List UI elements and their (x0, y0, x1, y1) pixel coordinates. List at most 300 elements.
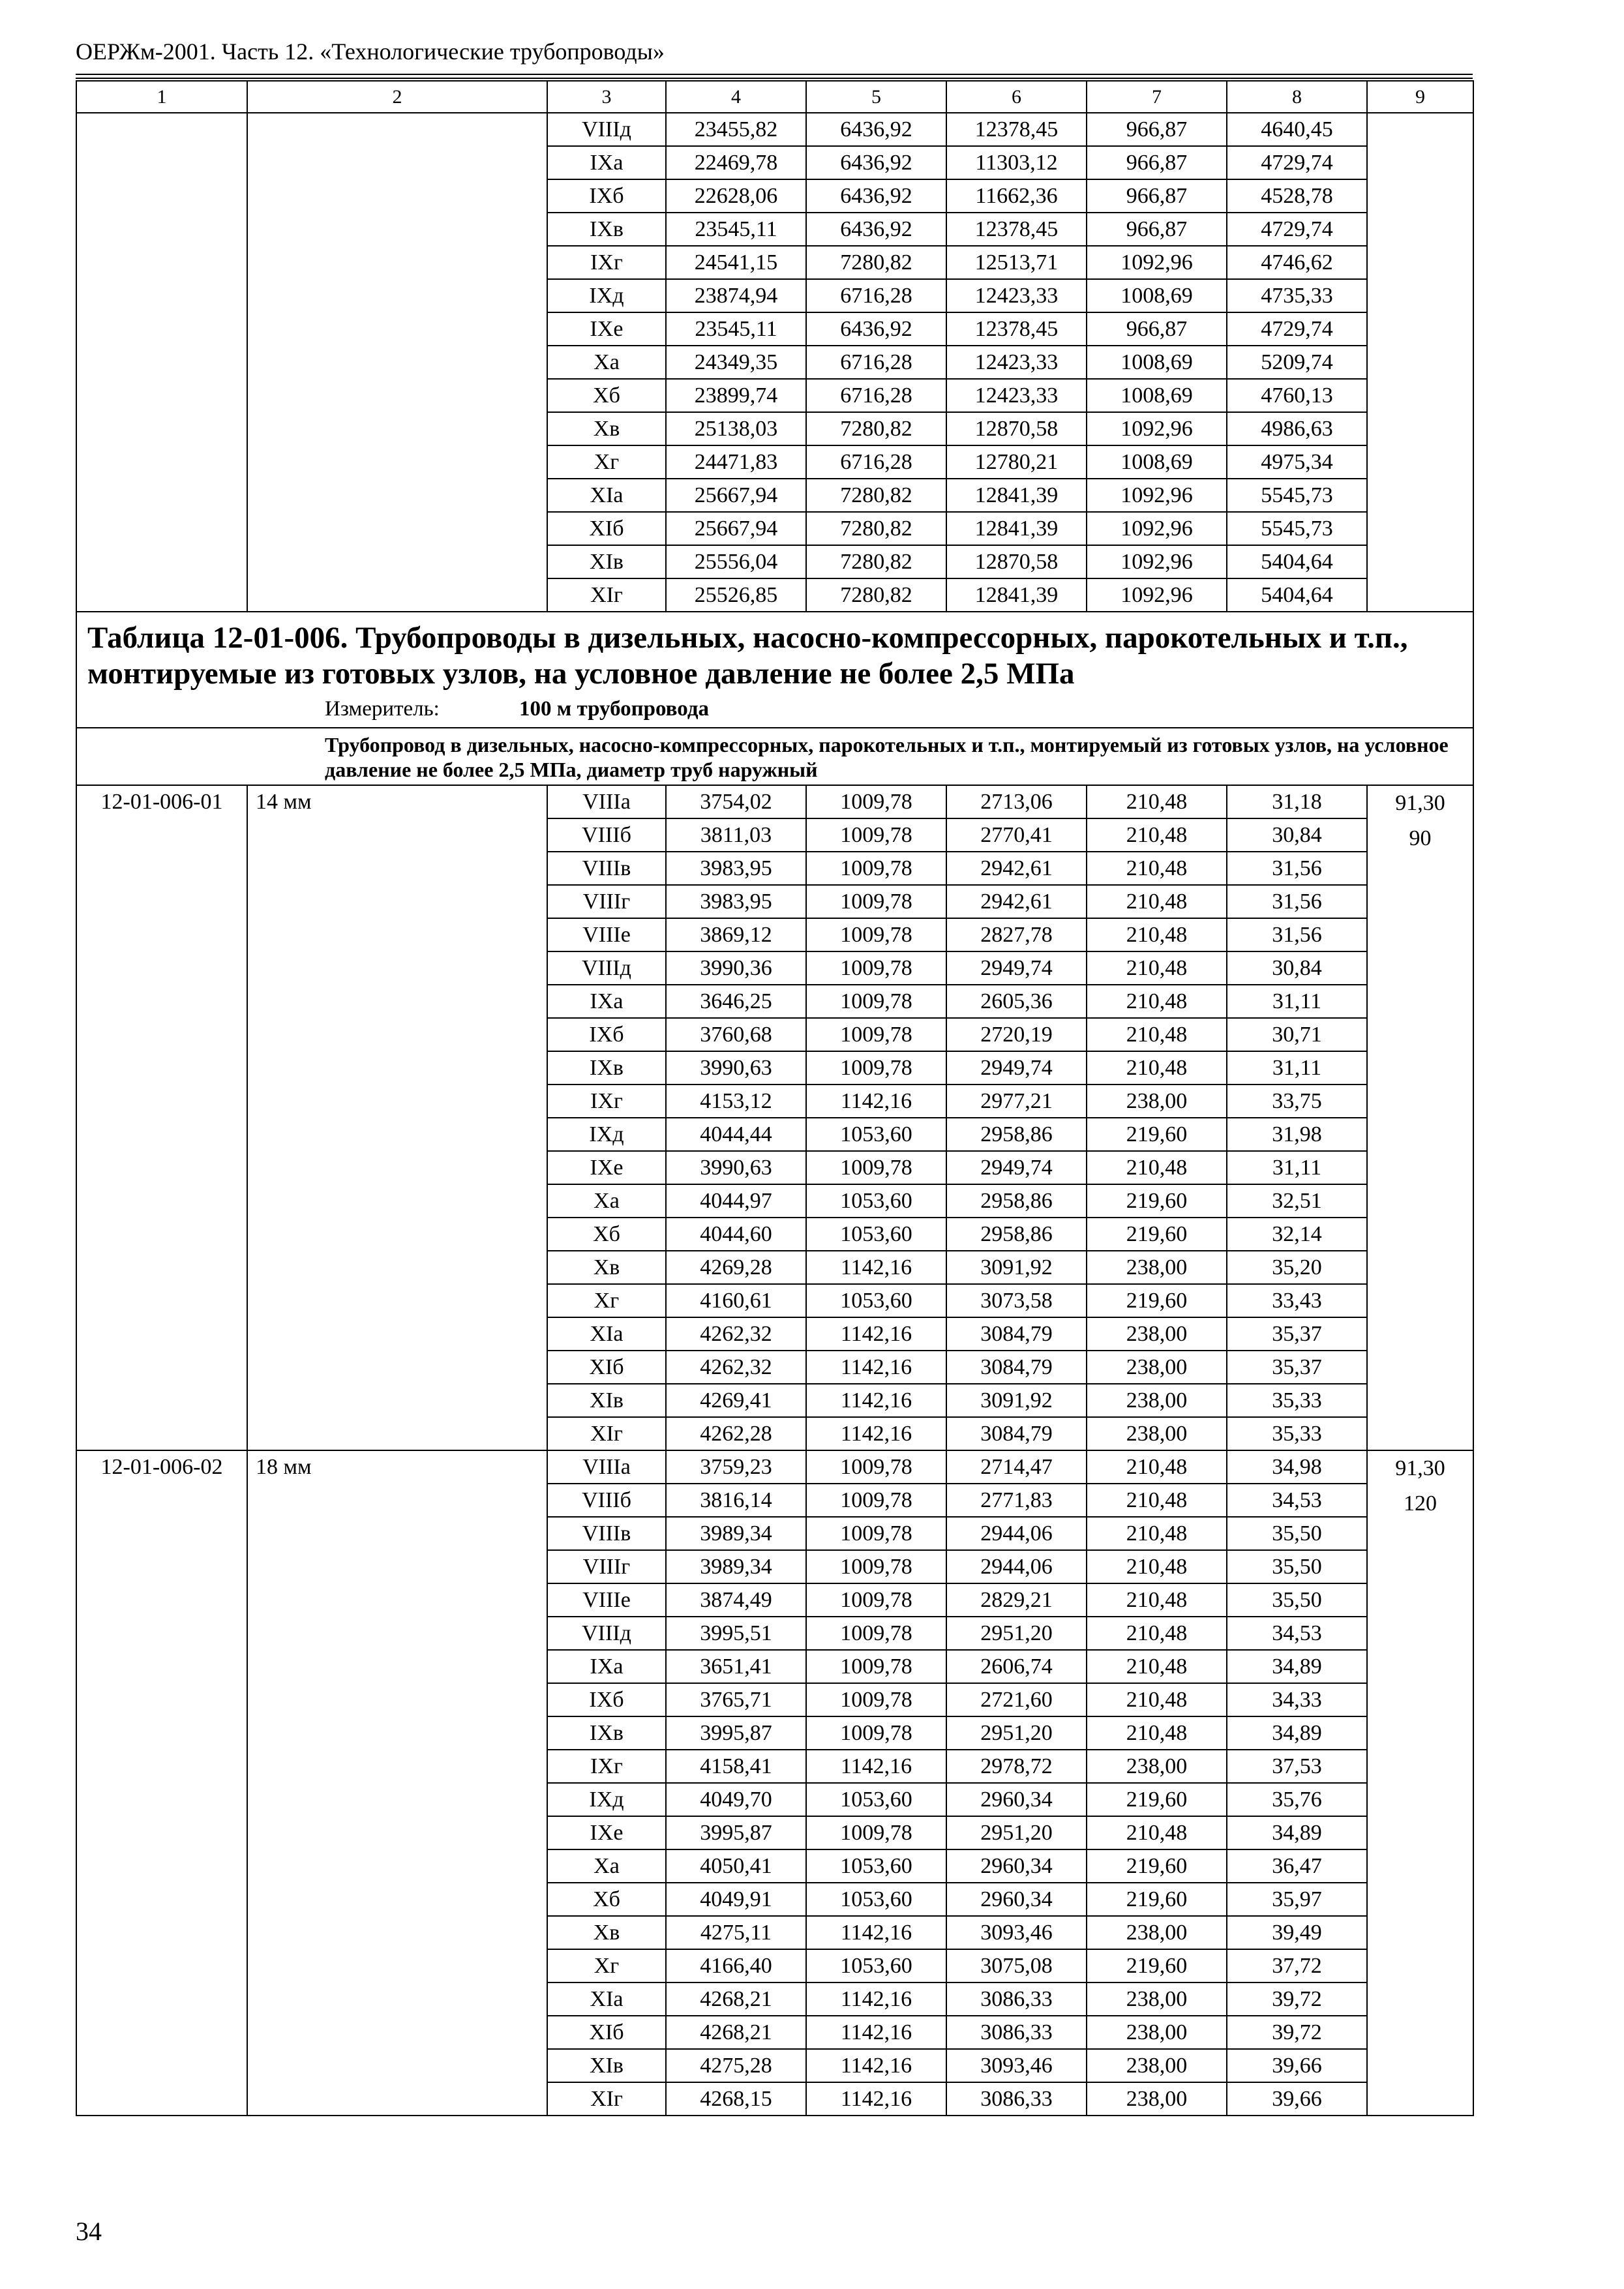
value-cell: 2949,74 (946, 951, 1087, 985)
value-cell: VIIIб (547, 1484, 666, 1517)
value-cell: 1053,60 (806, 1883, 946, 1916)
value-cell: 3990,36 (666, 951, 806, 985)
value-cell: 1008,69 (1087, 346, 1227, 379)
value-cell: 238,00 (1087, 2016, 1227, 2049)
value-cell: 238,00 (1087, 1085, 1227, 1118)
value-cell: 5545,73 (1227, 512, 1367, 545)
value-cell: 2960,34 (946, 1783, 1087, 1816)
value-cell: 31,11 (1227, 985, 1367, 1018)
value-cell: IXд (547, 279, 666, 312)
value-cell: IXе (547, 312, 666, 346)
value-cell: 2713,06 (946, 785, 1087, 818)
value-cell: 966,87 (1087, 213, 1227, 246)
value-cell: 3760,68 (666, 1018, 806, 1051)
value-cell: 1009,78 (806, 785, 946, 818)
value-cell: 4986,63 (1227, 412, 1367, 445)
value-cell: 2960,34 (946, 1849, 1087, 1883)
value-cell: 3874,49 (666, 1583, 806, 1617)
value-cell: Xг (547, 1284, 666, 1317)
value-cell: 2942,61 (946, 852, 1087, 885)
value-cell: VIIIа (547, 785, 666, 818)
value-cell: Xа (547, 346, 666, 379)
value-cell: 2949,74 (946, 1151, 1087, 1184)
header-rule (76, 78, 1473, 79)
value-cell: 35,76 (1227, 1783, 1367, 1816)
value-cell: 4044,97 (666, 1184, 806, 1218)
value-cell: 1142,16 (806, 1085, 946, 1118)
value-cell: 1142,16 (806, 1317, 946, 1351)
value-cell: 3084,79 (946, 1351, 1087, 1384)
value-cell: IXв (547, 1051, 666, 1085)
value-cell: 1142,16 (806, 2049, 946, 2082)
value-cell: 23874,94 (666, 279, 806, 312)
value-cell: 12513,71 (946, 246, 1087, 279)
value-cell: 1009,78 (806, 951, 946, 985)
value-cell: 5545,73 (1227, 479, 1367, 512)
value-cell: VIIIд (547, 951, 666, 985)
value-cell: 7280,82 (806, 246, 946, 279)
value-cell: 4528,78 (1227, 179, 1367, 213)
value-cell: 35,50 (1227, 1517, 1367, 1550)
value-cell: 12378,45 (946, 312, 1087, 346)
value-cell: 4158,41 (666, 1750, 806, 1783)
value-cell: 4262,28 (666, 1417, 806, 1450)
value-cell: 12423,33 (946, 346, 1087, 379)
value-cell: 6716,28 (806, 445, 946, 479)
value-cell: 966,87 (1087, 312, 1227, 346)
value-cell: 1142,16 (806, 1251, 946, 1284)
value-cell: Xб (547, 379, 666, 412)
value-cell: IXа (547, 1650, 666, 1683)
value-cell: 7280,82 (806, 545, 946, 578)
value-cell: 31,11 (1227, 1151, 1367, 1184)
value-cell: 4746,62 (1227, 246, 1367, 279)
value-cell: 35,37 (1227, 1317, 1367, 1351)
value-cell: 6436,92 (806, 213, 946, 246)
value-cell: 3086,33 (946, 2082, 1087, 2116)
value-cell: 2960,34 (946, 1883, 1087, 1916)
value-cell: 35,50 (1227, 1550, 1367, 1583)
value-cell: 2720,19 (946, 1018, 1087, 1051)
value-cell: 1008,69 (1087, 279, 1227, 312)
measure-label: Измеритель: (325, 697, 440, 721)
value-cell: 35,20 (1227, 1251, 1367, 1284)
table-title-row (76, 612, 1473, 728)
value-cell: 210,48 (1087, 1151, 1227, 1184)
value-cell: 3086,33 (946, 2016, 1087, 2049)
value-cell: 24471,83 (666, 445, 806, 479)
value-cell: 33,43 (1227, 1284, 1367, 1317)
value-cell: 210,48 (1087, 1617, 1227, 1650)
value-cell: 36,47 (1227, 1849, 1367, 1883)
value-cell: 219,60 (1087, 1783, 1227, 1816)
value-cell: VIIIг (547, 885, 666, 918)
value-cell: 34,53 (1227, 1617, 1367, 1650)
value-cell: 219,60 (1087, 1284, 1227, 1317)
value-cell: 39,66 (1227, 2082, 1367, 2116)
value-cell: 5404,64 (1227, 545, 1367, 578)
value-cell: 1092,96 (1087, 578, 1227, 612)
value-cell: Xв (547, 1251, 666, 1284)
value-cell: 3869,12 (666, 918, 806, 951)
value-cell: 3091,92 (946, 1251, 1087, 1284)
value-cell: 3651,41 (666, 1650, 806, 1683)
value-cell: 3995,87 (666, 1816, 806, 1849)
value-cell: 1009,78 (806, 1517, 946, 1550)
value-cell: IXб (547, 1683, 666, 1716)
value-cell: 2771,83 (946, 1484, 1087, 1517)
value-cell: Xб (547, 1883, 666, 1916)
value-cell: 1009,78 (806, 918, 946, 951)
value-cell: 4729,74 (1227, 312, 1367, 346)
value-cell: 219,60 (1087, 1184, 1227, 1218)
value-cell: 12378,45 (946, 113, 1087, 146)
column-number: 2 (247, 81, 547, 113)
value-cell: XIа (547, 479, 666, 512)
value-cell: 2978,72 (946, 1750, 1087, 1783)
value-cell: 238,00 (1087, 1251, 1227, 1284)
value-cell: 34,89 (1227, 1716, 1367, 1750)
value-cell: 4275,28 (666, 2049, 806, 2082)
value-cell: 238,00 (1087, 1351, 1227, 1384)
value-cell: 238,00 (1087, 1384, 1227, 1417)
value-cell: IXг (547, 1085, 666, 1118)
value-cell: 4050,41 (666, 1849, 806, 1883)
value-cell: 2958,86 (946, 1218, 1087, 1251)
value-cell: 2944,06 (946, 1517, 1087, 1550)
value-cell: 12841,39 (946, 512, 1087, 545)
value-cell: 3983,95 (666, 852, 806, 885)
value-cell: 12870,58 (946, 545, 1087, 578)
value-cell: 3765,71 (666, 1683, 806, 1716)
value-cell: 23545,11 (666, 312, 806, 346)
value-cell: 3989,34 (666, 1517, 806, 1550)
page-header-title: ОЕРЖм-2001. Часть 12. «Технологические трубопроводы» (76, 38, 665, 65)
pipe-diameter: 14 мм (247, 785, 547, 1450)
value-cell: 4153,12 (666, 1085, 806, 1118)
value-cell: 1009,78 (806, 1650, 946, 1683)
value-cell: XIа (547, 1317, 666, 1351)
value-cell: VIIIд (547, 1617, 666, 1650)
value-cell: VIIIб (547, 818, 666, 852)
value-cell: 210,48 (1087, 785, 1227, 818)
value-cell: 11303,12 (946, 146, 1087, 179)
value-cell: XIв (547, 1384, 666, 1417)
value-cell: 3816,14 (666, 1484, 806, 1517)
value-cell: 2951,20 (946, 1617, 1087, 1650)
value-cell: 31,18 (1227, 785, 1367, 818)
value-cell: 3075,08 (946, 1949, 1087, 1982)
code-cell (76, 113, 247, 612)
value-cell: 4640,45 (1227, 113, 1367, 146)
rates-table (76, 80, 1474, 2116)
value-cell: 22628,06 (666, 179, 806, 213)
value-cell: Xа (547, 1184, 666, 1218)
value-cell: 2721,60 (946, 1683, 1087, 1716)
value-cell: 12780,21 (946, 445, 1087, 479)
value-cell: 39,72 (1227, 1982, 1367, 2016)
value-cell: 3091,92 (946, 1384, 1087, 1417)
value-cell: 1009,78 (806, 1151, 946, 1184)
value-cell: 1053,60 (806, 1949, 946, 1982)
value-cell: 4044,44 (666, 1118, 806, 1151)
value-cell: 3754,02 (666, 785, 806, 818)
value-cell: IXе (547, 1816, 666, 1849)
value-cell: VIIIа (547, 1450, 666, 1484)
value-cell: 4049,70 (666, 1783, 806, 1816)
value-cell: 6436,92 (806, 146, 946, 179)
value-cell: 1142,16 (806, 2082, 946, 2116)
value-cell: 12841,39 (946, 479, 1087, 512)
value-cell: XIв (547, 545, 666, 578)
value-cell: 4160,61 (666, 1284, 806, 1317)
value-cell: 2714,47 (946, 1450, 1087, 1484)
value-cell: 23545,11 (666, 213, 806, 246)
value-cell: 6716,28 (806, 346, 946, 379)
value-cell: 4269,28 (666, 1251, 806, 1284)
value-cell: XIа (547, 1982, 666, 2016)
table-row (76, 785, 1473, 818)
value-cell: 1092,96 (1087, 246, 1227, 279)
value-cell: 4049,91 (666, 1883, 806, 1916)
value-cell: 25526,85 (666, 578, 806, 612)
value-cell: 34,98 (1227, 1450, 1367, 1484)
column-number: 8 (1227, 81, 1367, 113)
value-cell: 210,48 (1087, 1683, 1227, 1716)
value-cell: 210,48 (1087, 1051, 1227, 1085)
value-cell: 4166,40 (666, 1949, 806, 1982)
value-cell: 2949,74 (946, 1051, 1087, 1085)
value-cell: 35,37 (1227, 1351, 1367, 1384)
value-cell: 210,48 (1087, 1816, 1227, 1849)
value-cell: VIIIд (547, 113, 666, 146)
value-cell: 238,00 (1087, 1916, 1227, 1949)
value-cell: 3995,51 (666, 1617, 806, 1650)
table-title: Таблица 12-01-006. Трубопроводы в дизельных, насосно-компрессорных, парокотельных и т.п., монтируемые из готовых узлов, на условное давление не более 2,5 МПа (87, 621, 1408, 691)
value-cell: 1009,78 (806, 1683, 946, 1716)
value-cell: 4975,34 (1227, 445, 1367, 479)
value-cell: 24349,35 (666, 346, 806, 379)
value-cell: 30,71 (1227, 1018, 1367, 1051)
value-cell: 238,00 (1087, 1982, 1227, 2016)
value-cell: 210,48 (1087, 1018, 1227, 1051)
value-cell: 1053,60 (806, 1184, 946, 1218)
value-cell: 219,60 (1087, 1218, 1227, 1251)
rate-code: 12-01-006-01 (76, 785, 247, 1450)
value-cell: 3759,23 (666, 1450, 806, 1484)
value-cell: 12423,33 (946, 379, 1087, 412)
column-number-row (76, 81, 1473, 113)
value-cell: 1009,78 (806, 1617, 946, 1650)
value-cell: XIг (547, 1417, 666, 1450)
value-cell: 23455,82 (666, 113, 806, 146)
value-cell: 2958,86 (946, 1184, 1087, 1218)
value-cell: 12841,39 (946, 578, 1087, 612)
value-cell: 25667,94 (666, 479, 806, 512)
value-cell: 1053,60 (806, 1118, 946, 1151)
table-row (76, 1450, 1473, 1484)
value-cell: 210,48 (1087, 818, 1227, 852)
value-cell: 210,48 (1087, 1450, 1227, 1484)
value-cell: 12423,33 (946, 279, 1087, 312)
value-cell: 1009,78 (806, 985, 946, 1018)
value-cell: IXг (547, 246, 666, 279)
value-cell: 6716,28 (806, 379, 946, 412)
value-cell: 1009,78 (806, 1816, 946, 1849)
value-cell: 4275,11 (666, 1916, 806, 1949)
col9-value: 91,30 (1395, 791, 1445, 815)
value-cell: IXг (547, 1750, 666, 1783)
value-cell: 210,48 (1087, 985, 1227, 1018)
value-cell: VIIIе (547, 1583, 666, 1617)
value-cell: IXв (547, 1716, 666, 1750)
col9-value: 90 (1409, 826, 1432, 850)
value-cell: VIIIв (547, 852, 666, 885)
value-cell: 2605,36 (946, 985, 1087, 1018)
rate-code: 12-01-006-02 (76, 1450, 247, 2116)
value-cell: 210,48 (1087, 885, 1227, 918)
value-cell: 7280,82 (806, 578, 946, 612)
value-cell: 11662,36 (946, 179, 1087, 213)
value-cell: 1009,78 (806, 885, 946, 918)
value-cell: 31,98 (1227, 1118, 1367, 1151)
value-cell: VIIIе (547, 918, 666, 951)
value-cell: 1142,16 (806, 1750, 946, 1783)
value-cell: 1092,96 (1087, 479, 1227, 512)
value-cell: IXд (547, 1118, 666, 1151)
col9-cell (1367, 785, 1473, 1450)
value-cell: 25556,04 (666, 545, 806, 578)
value-cell: 34,89 (1227, 1650, 1367, 1683)
value-cell: 2606,74 (946, 1650, 1087, 1683)
value-cell: XIв (547, 2049, 666, 2082)
value-cell: 1009,78 (806, 1550, 946, 1583)
value-cell: 33,75 (1227, 1085, 1367, 1118)
value-cell: Xв (547, 412, 666, 445)
value-cell: 210,48 (1087, 1517, 1227, 1550)
value-cell: 4262,32 (666, 1351, 806, 1384)
value-cell: 4268,21 (666, 2016, 806, 2049)
value-cell: 219,60 (1087, 1949, 1227, 1982)
value-cell: 3989,34 (666, 1550, 806, 1583)
value-cell: 966,87 (1087, 179, 1227, 213)
value-cell: 22469,78 (666, 146, 806, 179)
value-cell: 34,53 (1227, 1484, 1367, 1517)
value-cell: 1142,16 (806, 1417, 946, 1450)
value-cell: 6436,92 (806, 113, 946, 146)
value-cell: 39,72 (1227, 2016, 1367, 2049)
column-number: 3 (547, 81, 666, 113)
value-cell: 6436,92 (806, 179, 946, 213)
value-cell: 34,33 (1227, 1683, 1367, 1716)
value-cell: IXд (547, 1783, 666, 1816)
value-cell: 1053,60 (806, 1783, 946, 1816)
pipe-diameter: 18 мм (247, 1450, 547, 2116)
value-cell: 1008,69 (1087, 379, 1227, 412)
value-cell: 1142,16 (806, 1982, 946, 2016)
description-text: Трубопровод в дизельных, насосно-компрессорных, парокотельных и т.п., монтируемый из готовых узлов, на условное давление не более 2,5 МПа, диаметр труб наружный (325, 733, 1449, 781)
value-cell: 3073,58 (946, 1284, 1087, 1317)
value-cell: 2958,86 (946, 1118, 1087, 1151)
value-cell: 4735,33 (1227, 279, 1367, 312)
value-cell: Xб (547, 1218, 666, 1251)
col9-value: 91,30 (1395, 1456, 1445, 1480)
value-cell: IXа (547, 146, 666, 179)
value-cell: VIIIг (547, 1550, 666, 1583)
value-cell: 35,50 (1227, 1583, 1367, 1617)
value-cell: 210,48 (1087, 918, 1227, 951)
value-cell: 4262,32 (666, 1317, 806, 1351)
value-cell: 2977,21 (946, 1085, 1087, 1118)
value-cell: 4044,60 (666, 1218, 806, 1251)
value-cell: 37,72 (1227, 1949, 1367, 1982)
value-cell: 12870,58 (946, 412, 1087, 445)
value-cell: 2951,20 (946, 1816, 1087, 1849)
value-cell: 2770,41 (946, 818, 1087, 852)
value-cell: IXв (547, 213, 666, 246)
value-cell: 238,00 (1087, 1750, 1227, 1783)
value-cell: 2829,21 (946, 1583, 1087, 1617)
value-cell: 32,14 (1227, 1218, 1367, 1251)
value-cell: 1009,78 (806, 1018, 946, 1051)
value-cell: XIб (547, 512, 666, 545)
description-cell (76, 728, 1473, 785)
value-cell: 3646,25 (666, 985, 806, 1018)
value-cell: IXе (547, 1151, 666, 1184)
col9-cell (1367, 1450, 1473, 2116)
value-cell: 37,53 (1227, 1750, 1367, 1783)
value-cell: 1142,16 (806, 2016, 946, 2049)
value-cell: 3983,95 (666, 885, 806, 918)
table-title-cell (76, 612, 1473, 728)
value-cell: 1092,96 (1087, 512, 1227, 545)
value-cell: 32,51 (1227, 1184, 1367, 1218)
value-cell: Xв (547, 1916, 666, 1949)
col9-value: 120 (1404, 1491, 1437, 1516)
value-cell: 3995,87 (666, 1716, 806, 1750)
value-cell: 1142,16 (806, 1351, 946, 1384)
value-cell: 3811,03 (666, 818, 806, 852)
value-cell: 6436,92 (806, 312, 946, 346)
value-cell: XIг (547, 578, 666, 612)
column-number: 4 (666, 81, 806, 113)
value-cell: 35,97 (1227, 1883, 1367, 1916)
header-rule (76, 74, 1473, 75)
value-cell: 1009,78 (806, 1450, 946, 1484)
value-cell: 31,11 (1227, 1051, 1367, 1085)
value-cell: 24541,15 (666, 246, 806, 279)
value-cell: Xг (547, 1949, 666, 1982)
value-cell: 1092,96 (1087, 545, 1227, 578)
value-cell: 1009,78 (806, 852, 946, 885)
value-cell: 210,48 (1087, 1484, 1227, 1517)
value-cell: 3084,79 (946, 1317, 1087, 1351)
value-cell: 30,84 (1227, 951, 1367, 985)
value-cell: 1009,78 (806, 1583, 946, 1617)
value-cell: 1053,60 (806, 1218, 946, 1251)
value-cell: 7280,82 (806, 412, 946, 445)
value-cell: 966,87 (1087, 113, 1227, 146)
column-number: 9 (1367, 81, 1473, 113)
value-cell: 4729,74 (1227, 146, 1367, 179)
value-cell: 1009,78 (806, 1484, 946, 1517)
value-cell: 25667,94 (666, 512, 806, 545)
name-cell (247, 113, 547, 612)
value-cell: 3990,63 (666, 1151, 806, 1184)
value-cell: XIб (547, 1351, 666, 1384)
value-cell: 1008,69 (1087, 445, 1227, 479)
value-cell: 210,48 (1087, 1550, 1227, 1583)
